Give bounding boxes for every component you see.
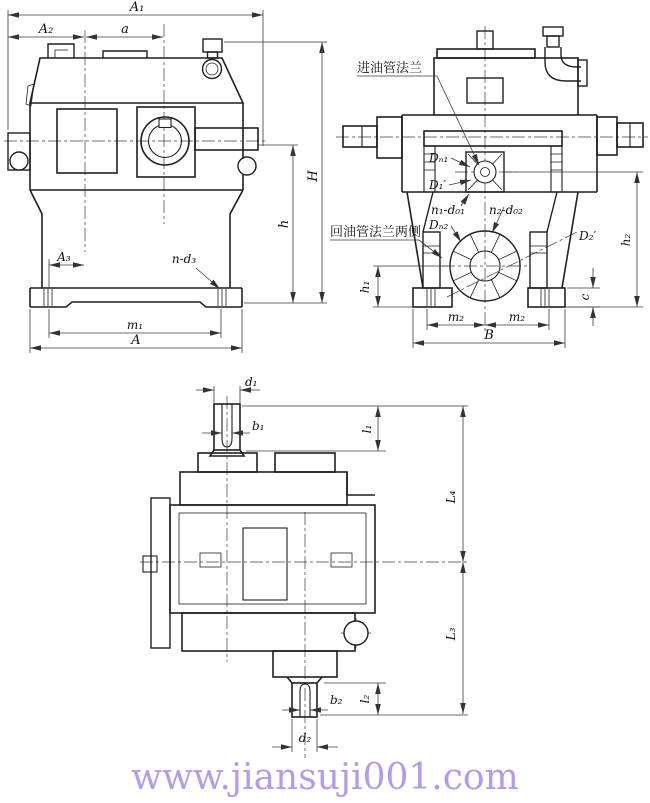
side-view [330, 26, 648, 348]
dim-h-label: h [277, 219, 292, 229]
dim-m1-label: m₁ [126, 318, 144, 332]
dim-b2-label: b₂ [330, 693, 343, 707]
dim-L4-label: L₄ [444, 490, 458, 504]
dim-L3-label: L₃ [444, 627, 458, 641]
dim-m2-right-label: m₂ [508, 310, 526, 324]
dim-h1-label: h₁ [358, 280, 372, 294]
dim-A2-label: A₂ [38, 22, 54, 37]
dim-n1-d01-label: n₁-d₀₁ [431, 203, 465, 217]
dim-d2-label: d₂ [298, 731, 312, 745]
dim-c-label: c [578, 293, 592, 301]
dim-DN1-label: Dₙ₁ [429, 151, 449, 165]
dim-l1-label: l₁ [360, 424, 374, 434]
front-view [4, 0, 327, 353]
dim-DN2-label: Dₙ₂ [429, 218, 449, 232]
dim-m2-left-label: m₂ [447, 310, 465, 324]
inlet-flange-label: 进油管法兰 [357, 61, 423, 76]
dim-D2-label: D₂′ [579, 229, 597, 243]
dim-A1-label: A₁ [129, 0, 145, 15]
dim-n2-d02-label: n₂-d₀₂ [489, 203, 523, 217]
dim-B-label: B [484, 328, 494, 343]
return-flange-label: 回油管法兰两侧 [330, 225, 422, 240]
dim-d1-label: d₁ [245, 375, 258, 389]
plan-view [140, 375, 470, 758]
dim-A-label: A [131, 333, 141, 348]
dim-D1-label: D₁′ [429, 178, 447, 192]
dim-a-label: a [121, 22, 129, 37]
dim-n-d3-label: n-d₃ [171, 252, 197, 266]
watermark-url: www.jiansuji001.com [131, 757, 519, 798]
dim-A3-label: A₃ [57, 250, 71, 264]
dim-b1-label: b₁ [252, 419, 265, 433]
dim-h2-label: h₂ [619, 233, 633, 247]
dim-l2-label: l₂ [358, 694, 372, 704]
dim-H-label: H [306, 170, 321, 182]
